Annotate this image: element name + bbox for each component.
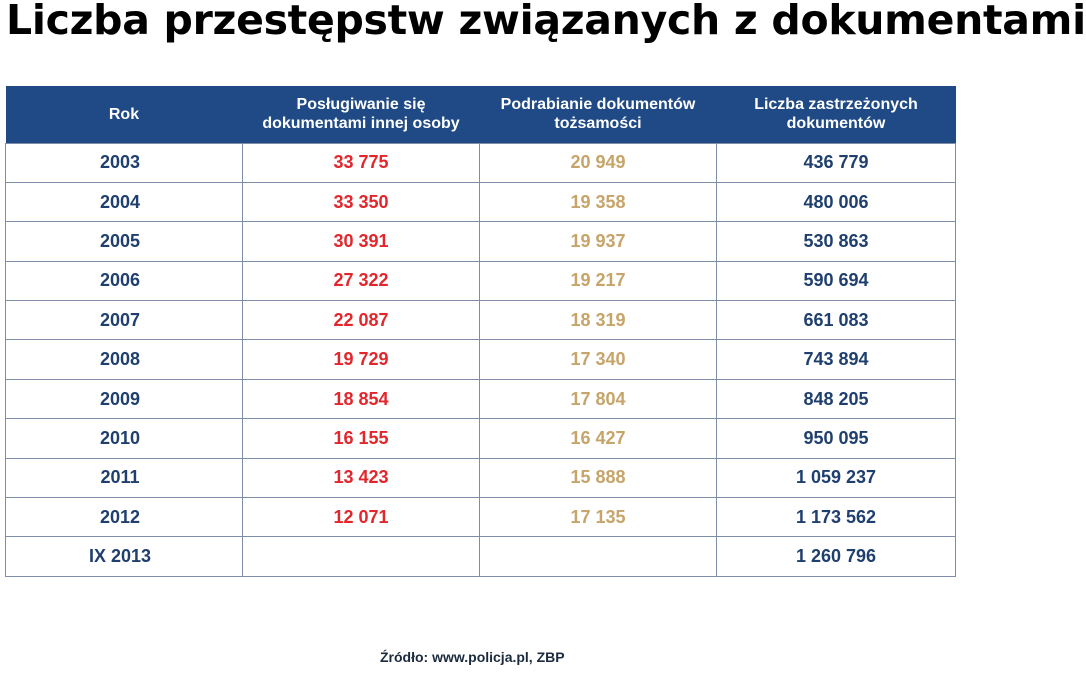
reserved-documents-cell: 1 260 796 <box>717 537 956 576</box>
table-header-row <box>6 86 956 143</box>
reserved-documents-cell: 530 863 <box>717 222 956 261</box>
year-cell: 2007 <box>6 301 243 340</box>
table-row <box>6 458 956 497</box>
using-others-documents-cell: 16 155 <box>243 419 480 458</box>
reserved-documents-cell: 743 894 <box>717 340 956 379</box>
forging-id-documents-cell: 19 937 <box>480 222 717 261</box>
forging-id-documents-cell: 16 427 <box>480 419 717 458</box>
reserved-documents-cell: 1 173 562 <box>717 498 956 537</box>
forging-id-documents-cell: 18 319 <box>480 301 717 340</box>
using-others-documents-cell: 13 423 <box>243 458 480 497</box>
year-cell: 2011 <box>6 458 243 497</box>
forging-id-documents-cell: 17 340 <box>480 340 717 379</box>
table-row <box>6 379 956 418</box>
year-cell: 2005 <box>6 222 243 261</box>
year-cell: 2010 <box>6 419 243 458</box>
forging-id-documents-cell: 20 949 <box>480 143 717 182</box>
source-note: Źródło: www.policja.pl, ZBP <box>380 649 565 665</box>
forging-id-documents-cell: 19 358 <box>480 182 717 221</box>
using-others-documents-cell: 33 350 <box>243 182 480 221</box>
column-header-using-others-documents: Posługiwanie się dokumentami innej osoby <box>243 86 480 143</box>
forging-id-documents-cell: 19 217 <box>480 261 717 300</box>
reserved-documents-cell: 436 779 <box>717 143 956 182</box>
year-cell: IX 2013 <box>6 537 243 576</box>
column-header-forging-id-documents: Podrabianie dokumentów tożsamości <box>480 86 717 143</box>
forging-id-documents-cell: 17 135 <box>480 498 717 537</box>
reserved-documents-cell: 480 006 <box>717 182 956 221</box>
forging-id-documents-cell: 15 888 <box>480 458 717 497</box>
reserved-documents-cell: 950 095 <box>717 419 956 458</box>
column-header-year: Rok <box>6 86 243 143</box>
using-others-documents-cell <box>243 537 480 576</box>
using-others-documents-cell: 18 854 <box>243 379 480 418</box>
table-row <box>6 143 956 182</box>
year-cell: 2003 <box>6 143 243 182</box>
reserved-documents-cell: 1 059 237 <box>717 458 956 497</box>
using-others-documents-cell: 19 729 <box>243 340 480 379</box>
forging-id-documents-cell: 17 804 <box>480 379 717 418</box>
using-others-documents-cell: 30 391 <box>243 222 480 261</box>
table-row <box>6 498 956 537</box>
page-title: Liczba przestępstw związanych z dokumentami <box>6 0 1086 44</box>
using-others-documents-cell: 27 322 <box>243 261 480 300</box>
using-others-documents-cell: 33 775 <box>243 143 480 182</box>
year-cell: 2008 <box>6 340 243 379</box>
table-row <box>6 537 956 576</box>
year-cell: 2012 <box>6 498 243 537</box>
year-cell: 2009 <box>6 379 243 418</box>
reserved-documents-cell: 590 694 <box>717 261 956 300</box>
table-row <box>6 222 956 261</box>
year-cell: 2004 <box>6 182 243 221</box>
forging-id-documents-cell <box>480 537 717 576</box>
year-cell: 2006 <box>6 261 243 300</box>
reserved-documents-cell: 661 083 <box>717 301 956 340</box>
crime-statistics-table <box>5 86 956 577</box>
reserved-documents-cell: 848 205 <box>717 379 956 418</box>
table-row <box>6 340 956 379</box>
using-others-documents-cell: 12 071 <box>243 498 480 537</box>
table-row <box>6 419 956 458</box>
table-row <box>6 182 956 221</box>
column-header-reserved-documents: Liczba zastrzeżonych dokumentów <box>717 86 956 143</box>
table-row <box>6 301 956 340</box>
table-row <box>6 261 956 300</box>
using-others-documents-cell: 22 087 <box>243 301 480 340</box>
